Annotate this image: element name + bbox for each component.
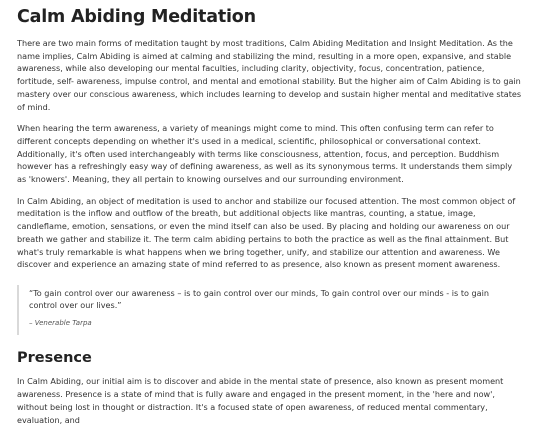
presence-paragraph: In Calm Abiding, our initial aim is to discover and abide in the mental state of presence, also known as present moment awareness. Presence is a state of mind that is fully aware and engaged in the present moment, in the 'here and now', without being lost in thought or distraction. It's a focused state of open awareness, of reduced mental commentary, evaluation, and	[17, 376, 504, 425]
quote-author: – Venerable Tarpa	[29, 318, 92, 327]
section-heading-presence: Presence	[17, 350, 92, 367]
quote-text: “To gain control over our awareness – is to gain control over our minds, To gain control over our minds - is to gain control over our lives.”	[29, 287, 490, 311]
blockquote	[17, 285, 523, 336]
page-title: Calm Abiding Meditation	[17, 7, 256, 27]
object-of-meditation-paragraph: In Calm Abiding, an object of meditation is used to anchor and stabilize our focused attention. The most common object of meditation is the inflow and outflow of the breath, but additional objects like mantras, counting, a statue, image, candleflame, emotion, sensations, or even the mind itself can also be used. By placing and holding our awareness on our breath we gather and stabilize it. The term calm abiding pertains to both the practice as well as the final attainment. But what's truly remarkable is what happens when we bring together, unify, and stabilize our attention and awareness. We discover and experience an amazing state of mind referred to as presence, also known as present moment awareness.	[17, 195, 516, 270]
awareness-paragraph: When hearing the term awareness, a variety of meanings might come to mind. This often confusing term can refer to different concepts depending on whether it's used in a medical, scientific, philosophical or conversational context. Additionally, it's often used interchangeably with terms like consciousness, attention, focus, and perception. Buddhism however has a refreshingly easy way of defining awareness, as well as its synonymous terms. It understands them simply as 'knowers'. Meaning, they all pertain to knowing ourselves and our surrounding environment.	[17, 123, 513, 185]
intro-paragraph: There are two main forms of meditation taught by most traditions, Calm Abiding Meditation and Insight Meditation. As the name implies, Calm Abiding is aimed at calming and stabilizing the mind, resulting in a more open, expansive, and stable awareness, while also developing our mental faculties, including clarity, objectivity, focus, concentration, patience, fortitude, self- awareness, impulse control, and mental and emotional stability. But the higher aim of Calm Abiding is to gain mastery over our conscious awareness, which includes learning to develop and sustain higher mental and meditative states of mind.	[17, 38, 522, 112]
